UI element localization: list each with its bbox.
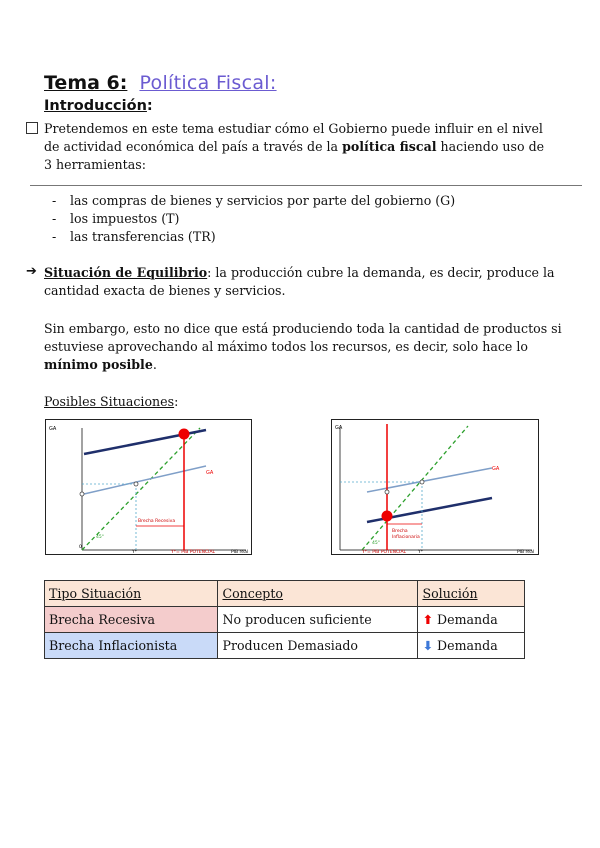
fig2-potential-point [382, 511, 393, 522]
list-item: - las compras de bienes y servicios por parte del gobierno (G) [52, 193, 456, 208]
tools-list [52, 192, 455, 246]
fig2-equilibrium-point [420, 480, 424, 484]
however-paragraph: Sin embargo, esto no dice que está produciendo toda la cantidad de productos si estuviese aprovechando al máximo todos los recursos, es decir, solo hace lo mínimo posible. [44, 321, 562, 372]
table-row [45, 633, 525, 659]
equilibrium-paragraph: Situación de Equilibrio: la producción cubre la demanda, es decir, produce la cantidad exacta de bienes y servicios. [44, 265, 555, 298]
fig1-diag-label: 45° [96, 535, 104, 540]
title-topic-link[interactable]: Política Fiscal: [139, 72, 277, 94]
recessive-gap-diagram [45, 419, 252, 555]
fig1-45-line [82, 428, 200, 550]
intro-heading: Introducción: [44, 98, 153, 114]
fig2-x-axis-label: PIB real [517, 550, 535, 555]
fig1-origin-label: 0 [79, 545, 82, 550]
list-item: - los impuestos (T) [52, 211, 180, 226]
cell-solucion: ⬇ Demanda [418, 633, 525, 659]
inflationary-gap-diagram [331, 419, 539, 555]
intro-paragraph: Pretendemos en este tema estudiar cómo el Gobierno puede influir en el nivel de actividad económica del país a través de la política fiscal haciendo uso de 3 herramientas: [44, 121, 545, 172]
fig1-curve-label: GA [206, 470, 214, 476]
cell-tipo: Brecha Recesiva [45, 607, 218, 633]
fig1-equilibrium-point [134, 482, 138, 486]
divider [30, 185, 582, 186]
fig1-ystar-label: Y* [132, 550, 137, 555]
fig1-potential-point [179, 429, 190, 440]
cell-concepto: Producen Demasiado [218, 633, 418, 659]
cell-solucion: ⬆ Demanda [418, 607, 525, 633]
header-tipo: Tipo Situación [45, 581, 218, 607]
arrow-up-icon: ⬆ [422, 612, 434, 627]
page-title [44, 72, 277, 94]
cell-concepto: No producen suficiente [218, 607, 418, 633]
situations-table [44, 580, 525, 659]
fig2-ga-line [367, 468, 492, 492]
table-row [45, 607, 525, 633]
fig2-gap-label-2: Inflacionaria [392, 535, 420, 540]
fig2-curve-label: GA [492, 466, 500, 472]
fig2-gap-label-1: Brecha [392, 529, 408, 534]
fig2-ystar-label: Y* [418, 550, 423, 555]
table-header-row [45, 581, 525, 607]
fig1-ga-line [84, 466, 206, 494]
list-item: - las transferencias (TR) [52, 229, 216, 244]
fig1-y-axis-label: GA [49, 426, 57, 432]
fig1-x-axis-label: PIB real [231, 550, 249, 555]
possible-situations-label: Posibles Situaciones: [44, 394, 179, 409]
fig2-45-line [362, 426, 468, 550]
fig2-pib-label: Y*= PIB POTENCIAL [362, 550, 407, 555]
fig2-diag-label: 45° [372, 541, 380, 546]
arrow-down-icon: ⬇ [422, 638, 434, 653]
header-solucion: Solución [418, 581, 525, 607]
fig2-y-axis-label: GA [335, 425, 343, 431]
fig1-pib-label: Y*= PIB POTENCIAL [171, 550, 216, 555]
cell-tipo: Brecha Inflacionista [45, 633, 218, 659]
header-concepto: Concepto [218, 581, 418, 607]
checkbox-icon [26, 122, 38, 134]
fig1-gap-label: Brecha Recesiva [138, 519, 176, 524]
arrow-icon: ➔ [26, 264, 37, 279]
title-prefix: Tema 6: [44, 72, 128, 94]
